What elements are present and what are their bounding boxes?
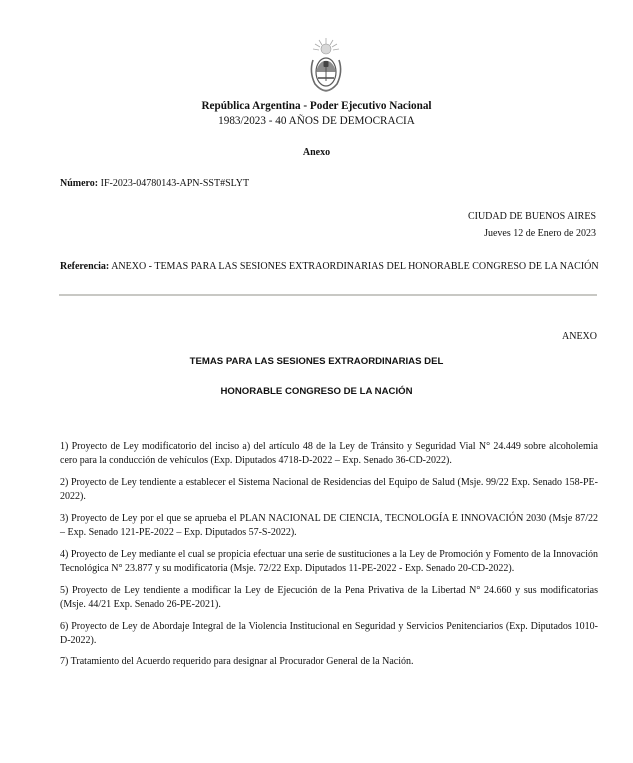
header-divider: [59, 294, 597, 296]
topics-list: [60, 440, 598, 677]
document-city: CIUDAD DE BUENOS AIRES: [467, 211, 596, 222]
annex-label: ANEXO: [562, 331, 597, 342]
list-item: 2) Proyecto de Ley tendiente a establecer el Sistema Nacional de Residencias del Equipo de Salud (Msje. 99/22 Exp. Senado 158-PE-2022).: [60, 476, 598, 503]
list-item: 5) Proyecto de Ley tendiente a modificar la Ley de Ejecución de la Pena Privativa de la Libertad N° 24.660 y sus modificatorias (Msje. 44/21 Exp. Senado 26-PE-2021).: [60, 584, 598, 610]
list-item: 1) Proyecto de Ley modificatorio del inciso a) del artículo 48 de la Ley de Tránsito y Seguridad Vial N° 24.449 sobre alcoholemia cero para la conducción de vehículos (Exp. Diputados 4718-D-2022 – Exp. Senado 36-CD-2022).: [60, 441, 598, 467]
reference-label: Referencia:: [60, 261, 110, 272]
document-number-value: IF-2023-04780143-APN-SST#SLYT: [100, 178, 250, 189]
commemorative-subtitle: 1983/2023 - 40 AÑOS DE DEMOCRACIA: [218, 115, 415, 127]
list-item: 3) Proyecto de Ley por el que se aprueba el PLAN NACIONAL DE CIENCIA, TECNOLOGÍA E INNOVACIÓN 2030 (Msje 87/22 – Exp. Senado 121-PE-2022 – Exp. Diputados 57-S-2022).: [60, 512, 598, 539]
annex-title-line-1: TEMAS PARA LAS SESIONES EXTRAORDINARIAS DEL: [189, 356, 444, 367]
annex-title-line-2: HONORABLE CONGRESO DE LA NACIÓN: [220, 386, 413, 397]
document-type: Anexo: [302, 147, 331, 158]
reference-value: ANEXO - TEMAS PARA LAS SESIONES EXTRAORDINARIAS DEL HONORABLE CONGRESO DE LA NACIÓN: [111, 261, 599, 272]
issuer-title: República Argentina - Poder Ejecutivo Nacional: [201, 100, 432, 112]
document-number-label: Número:: [60, 178, 99, 189]
list-item: 6) Proyecto de Ley de Abordaje Integral de la Violencia Institucional en Seguridad y Servicios Penitenciarios (Exp. Diputados 1010-D-2022).: [60, 620, 598, 646]
document-reference: [60, 260, 600, 273]
argentine-coat-of-arms-icon: [307, 36, 345, 96]
list-item: 7) Tratamiento del Acuerdo requerido para designar al Procurador General de la Nación.: [60, 656, 414, 668]
document-number: [60, 178, 249, 189]
list-item: 4) Proyecto de Ley mediante el cual se propicia efectuar una serie de sustituciones a la Ley de Promoción y Fomento de la Innovación Tecnológica N° 23.877 y su modificatoria (Msje. 72/22 Exp. Diputados 11-PE-2022 - Exp. Senado 20-CD-2022).: [60, 548, 598, 574]
document-date: Jueves 12 de Enero de 2023: [484, 228, 596, 239]
